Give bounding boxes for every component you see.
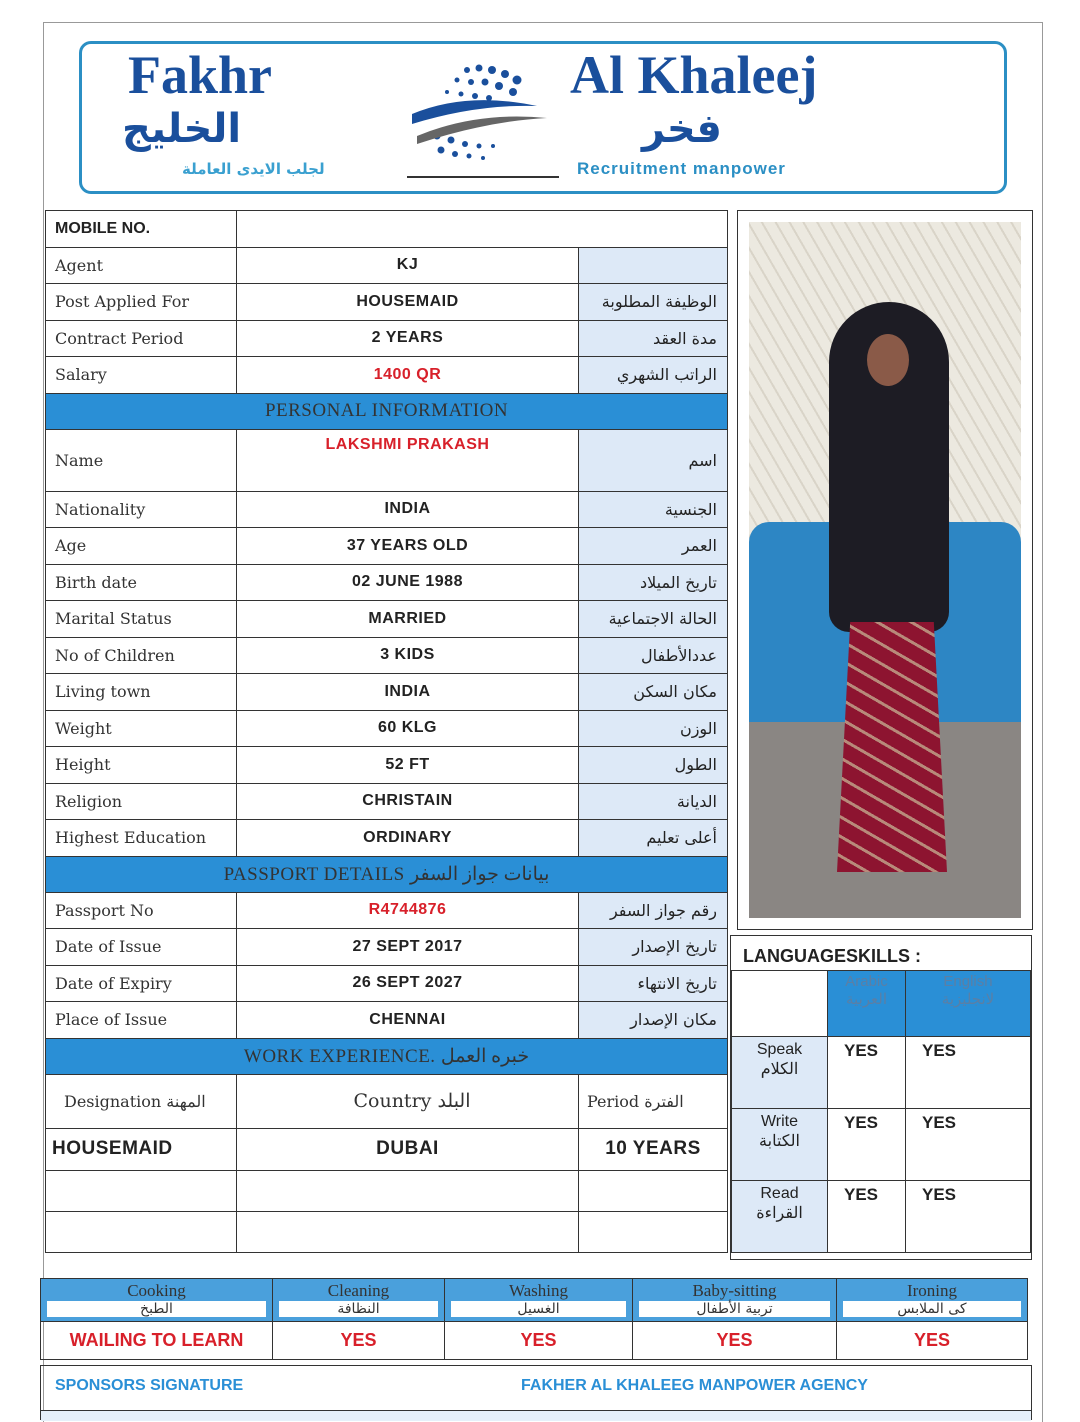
skill-values-row bbox=[41, 1322, 1028, 1360]
field-label: Salary bbox=[46, 357, 237, 394]
field-value: KJ bbox=[237, 247, 579, 284]
field-value: 60 KLG bbox=[237, 710, 579, 747]
skill-value: YES bbox=[633, 1322, 837, 1360]
work-cell bbox=[237, 1170, 579, 1211]
field-value: 2 YEARS bbox=[237, 320, 579, 357]
form-row bbox=[46, 820, 728, 857]
form-row bbox=[46, 247, 728, 284]
form-row bbox=[46, 357, 728, 394]
language-skill-value: YES bbox=[906, 1109, 1031, 1181]
form-row bbox=[46, 710, 728, 747]
skill-name-arabic: كى الملابس bbox=[843, 1301, 1021, 1317]
language-name: Arabic bbox=[845, 973, 888, 990]
field-value: CHRISTAIN bbox=[237, 783, 579, 820]
form-row bbox=[46, 601, 728, 638]
field-label-arabic: عددالأطفال bbox=[579, 637, 728, 674]
work-column-header: Country البلد bbox=[237, 1074, 579, 1128]
field-value: 27 SEPT 2017 bbox=[237, 929, 579, 966]
language-skill-label bbox=[732, 1181, 828, 1253]
work-cell: DUBAI bbox=[237, 1128, 579, 1170]
field-label-arabic bbox=[579, 247, 728, 284]
skill-header bbox=[41, 1279, 273, 1322]
sponsor-signature-label: SPONSORS SIGNATURE bbox=[55, 1377, 244, 1394]
field-label-arabic: الجنسية bbox=[579, 491, 728, 528]
form-row bbox=[46, 1002, 728, 1039]
field-label: Passport No bbox=[46, 892, 237, 929]
work-column-header: Period الفترة bbox=[579, 1074, 728, 1128]
language-corner-cell bbox=[732, 971, 828, 1037]
logo-wave-icon bbox=[397, 56, 557, 166]
language-name: English bbox=[943, 973, 993, 990]
field-label-arabic: تاريخ الميلاد bbox=[579, 564, 728, 601]
field-value: 37 YEARS OLD bbox=[237, 528, 579, 565]
field-label: Height bbox=[46, 747, 237, 784]
logo-tagline: Recruitment manpower bbox=[577, 159, 786, 178]
field-label: Contract Period bbox=[46, 320, 237, 357]
field-value: 1400 QR bbox=[237, 357, 579, 394]
field-label: Marital Status bbox=[46, 601, 237, 638]
field-label-arabic: اسم bbox=[579, 429, 728, 491]
work-cell bbox=[579, 1170, 728, 1211]
skill-name-arabic: النظافة bbox=[279, 1301, 438, 1317]
field-value: 52 FT bbox=[237, 747, 579, 784]
section-header bbox=[46, 1038, 728, 1074]
form-row bbox=[46, 674, 728, 711]
work-row bbox=[46, 1211, 728, 1252]
form-row bbox=[46, 211, 728, 248]
form-row bbox=[46, 892, 728, 929]
logo-text-al-khaleej: Al Khaleej bbox=[570, 45, 818, 105]
field-label-arabic: أعلى تعليم bbox=[579, 820, 728, 857]
skill-name-arabic: الطبخ bbox=[47, 1301, 266, 1317]
form-row bbox=[46, 564, 728, 601]
skill-value: YES bbox=[837, 1322, 1028, 1360]
skill-name: Cooking bbox=[127, 1281, 186, 1300]
work-cell bbox=[46, 1170, 237, 1211]
section-header bbox=[46, 856, 728, 892]
skill-header bbox=[633, 1279, 837, 1322]
form-row bbox=[46, 637, 728, 674]
field-value: INDIA bbox=[237, 491, 579, 528]
signature-section bbox=[40, 1365, 1032, 1420]
language-column-header bbox=[906, 971, 1031, 1037]
field-value: LAKSHMI PRAKASH bbox=[237, 429, 579, 491]
field-label: Highest Education bbox=[46, 820, 237, 857]
logo-text-fakhr: Fakhr bbox=[128, 45, 273, 105]
section-header bbox=[46, 393, 728, 429]
field-label: Living town bbox=[46, 674, 237, 711]
skill-name: Read bbox=[760, 1185, 799, 1202]
field-value: MARRIED bbox=[237, 601, 579, 638]
skill-name-arabic: الكلام bbox=[760, 1061, 799, 1078]
form-row bbox=[46, 929, 728, 966]
work-cell bbox=[46, 1211, 237, 1252]
skill-name: Speak bbox=[756, 1041, 803, 1058]
language-row bbox=[732, 1037, 1031, 1109]
field-label: Religion bbox=[46, 783, 237, 820]
form-row bbox=[46, 284, 728, 321]
work-header-row bbox=[46, 1074, 728, 1128]
section-header-label: PERSONAL INFORMATION bbox=[46, 393, 728, 429]
skill-value: WAILING TO LEARN bbox=[41, 1322, 273, 1360]
work-column-header: Designation المهنة bbox=[46, 1074, 237, 1128]
logo-tagline-arabic: لجلب الايدى العاملة bbox=[182, 160, 325, 178]
photo-face bbox=[867, 334, 909, 386]
skill-name-arabic: الكتابة bbox=[759, 1133, 800, 1150]
field-label-arabic: تاريخ الانتهاء bbox=[579, 965, 728, 1002]
photo-skirt bbox=[837, 622, 947, 872]
language-skills-panel bbox=[730, 935, 1032, 1260]
field-value bbox=[237, 211, 728, 248]
language-header-row bbox=[732, 971, 1031, 1037]
language-row bbox=[732, 1181, 1031, 1253]
field-value: 02 JUNE 1988 bbox=[237, 564, 579, 601]
language-skill-value: YES bbox=[828, 1181, 906, 1253]
form-row bbox=[46, 528, 728, 565]
field-label: Weight bbox=[46, 710, 237, 747]
form-row bbox=[46, 429, 728, 491]
agency-name: FAKHER AL KHALEEG MANPOWER AGENCY bbox=[521, 1377, 868, 1394]
work-cell bbox=[237, 1211, 579, 1252]
form-row bbox=[46, 747, 728, 784]
logo-text-arabic-fakhr: فخر bbox=[642, 106, 722, 152]
field-value: 26 SEPT 2027 bbox=[237, 965, 579, 1002]
field-label: No of Children bbox=[46, 637, 237, 674]
skill-header bbox=[445, 1279, 633, 1322]
field-label-arabic: الراتب الشهري bbox=[579, 357, 728, 394]
work-cell: HOUSEMAID bbox=[46, 1128, 237, 1170]
language-skill-label bbox=[732, 1037, 828, 1109]
footer-strip bbox=[41, 1410, 1031, 1421]
section-header-label: WORK EXPERIENCE. خبره العمل bbox=[46, 1038, 728, 1074]
work-cell: 10 YEARS bbox=[579, 1128, 728, 1170]
language-column-header bbox=[828, 971, 906, 1037]
company-logo bbox=[79, 41, 1007, 194]
field-label-arabic: الطول bbox=[579, 747, 728, 784]
language-row bbox=[732, 1109, 1031, 1181]
language-name-arabic: العربية bbox=[846, 991, 887, 1008]
language-skill-value: YES bbox=[828, 1109, 906, 1181]
language-skill-label bbox=[732, 1109, 828, 1181]
field-value: 3 KIDS bbox=[237, 637, 579, 674]
skill-header-row bbox=[41, 1279, 1028, 1322]
field-label-arabic: الحالة الاجتماعية bbox=[579, 601, 728, 638]
field-label-arabic: الوظيفة المطلوبة bbox=[579, 284, 728, 321]
form-row bbox=[46, 491, 728, 528]
field-label-arabic: مكان السكن bbox=[579, 674, 728, 711]
skill-header bbox=[837, 1279, 1028, 1322]
field-value: INDIA bbox=[237, 674, 579, 711]
skill-header bbox=[273, 1279, 445, 1322]
field-label-arabic: تاريخ الإصدار bbox=[579, 929, 728, 966]
work-row bbox=[46, 1170, 728, 1211]
field-label: Name bbox=[46, 429, 237, 491]
form-row bbox=[46, 783, 728, 820]
field-value: CHENNAI bbox=[237, 1002, 579, 1039]
field-label: Birth date bbox=[46, 564, 237, 601]
applicant-photo bbox=[737, 210, 1033, 930]
skill-value: YES bbox=[445, 1322, 633, 1360]
skill-name-arabic: القراءة bbox=[756, 1205, 803, 1222]
field-label-arabic: رقم جواز السفر bbox=[579, 892, 728, 929]
field-label: Agent bbox=[46, 247, 237, 284]
form-row bbox=[46, 965, 728, 1002]
logo-text-arabic-khaleej: الخليج bbox=[122, 106, 242, 152]
skill-value: YES bbox=[273, 1322, 445, 1360]
work-row bbox=[46, 1128, 728, 1170]
skill-name: Ironing bbox=[906, 1281, 958, 1300]
skill-name: Cleaning bbox=[327, 1281, 390, 1300]
field-label: Nationality bbox=[46, 491, 237, 528]
logo-divider bbox=[407, 176, 559, 178]
household-skills-table bbox=[40, 1278, 1028, 1360]
field-label-arabic: مدة العقد bbox=[579, 320, 728, 357]
form-row bbox=[46, 320, 728, 357]
skill-name: Baby-sitting bbox=[692, 1281, 777, 1300]
language-skill-value: YES bbox=[906, 1037, 1031, 1109]
language-skills-title: LANGUAGESKILLS : bbox=[743, 946, 921, 966]
skill-name-arabic: الغسيل bbox=[451, 1301, 626, 1317]
applicant-details-table bbox=[45, 210, 728, 1253]
language-skill-value: YES bbox=[828, 1037, 906, 1109]
field-label: Post Applied For bbox=[46, 284, 237, 321]
skill-name: Washing bbox=[508, 1281, 569, 1300]
field-value: HOUSEMAID bbox=[237, 284, 579, 321]
field-value: ORDINARY bbox=[237, 820, 579, 857]
field-label-arabic: مكان الإصدار bbox=[579, 1002, 728, 1039]
field-label-arabic: الديانة bbox=[579, 783, 728, 820]
field-label-arabic: العمر bbox=[579, 528, 728, 565]
skill-name: Write bbox=[760, 1113, 799, 1130]
field-label: Age bbox=[46, 528, 237, 565]
field-value: R4744876 bbox=[237, 892, 579, 929]
field-label: Place of Issue bbox=[46, 1002, 237, 1039]
field-label: MOBILE NO. bbox=[46, 211, 237, 248]
language-name-arabic: لانجليزية bbox=[941, 991, 995, 1008]
skill-name-arabic: تربية الأطفال bbox=[639, 1301, 830, 1317]
field-label: Date of Expiry bbox=[46, 965, 237, 1002]
language-skill-value: YES bbox=[906, 1181, 1031, 1253]
field-label-arabic: الوزن bbox=[579, 710, 728, 747]
field-label: Date of Issue bbox=[46, 929, 237, 966]
work-cell bbox=[579, 1211, 728, 1252]
section-header-label: PASSPORT DETAILS بيانات جواز السفر bbox=[46, 856, 728, 892]
